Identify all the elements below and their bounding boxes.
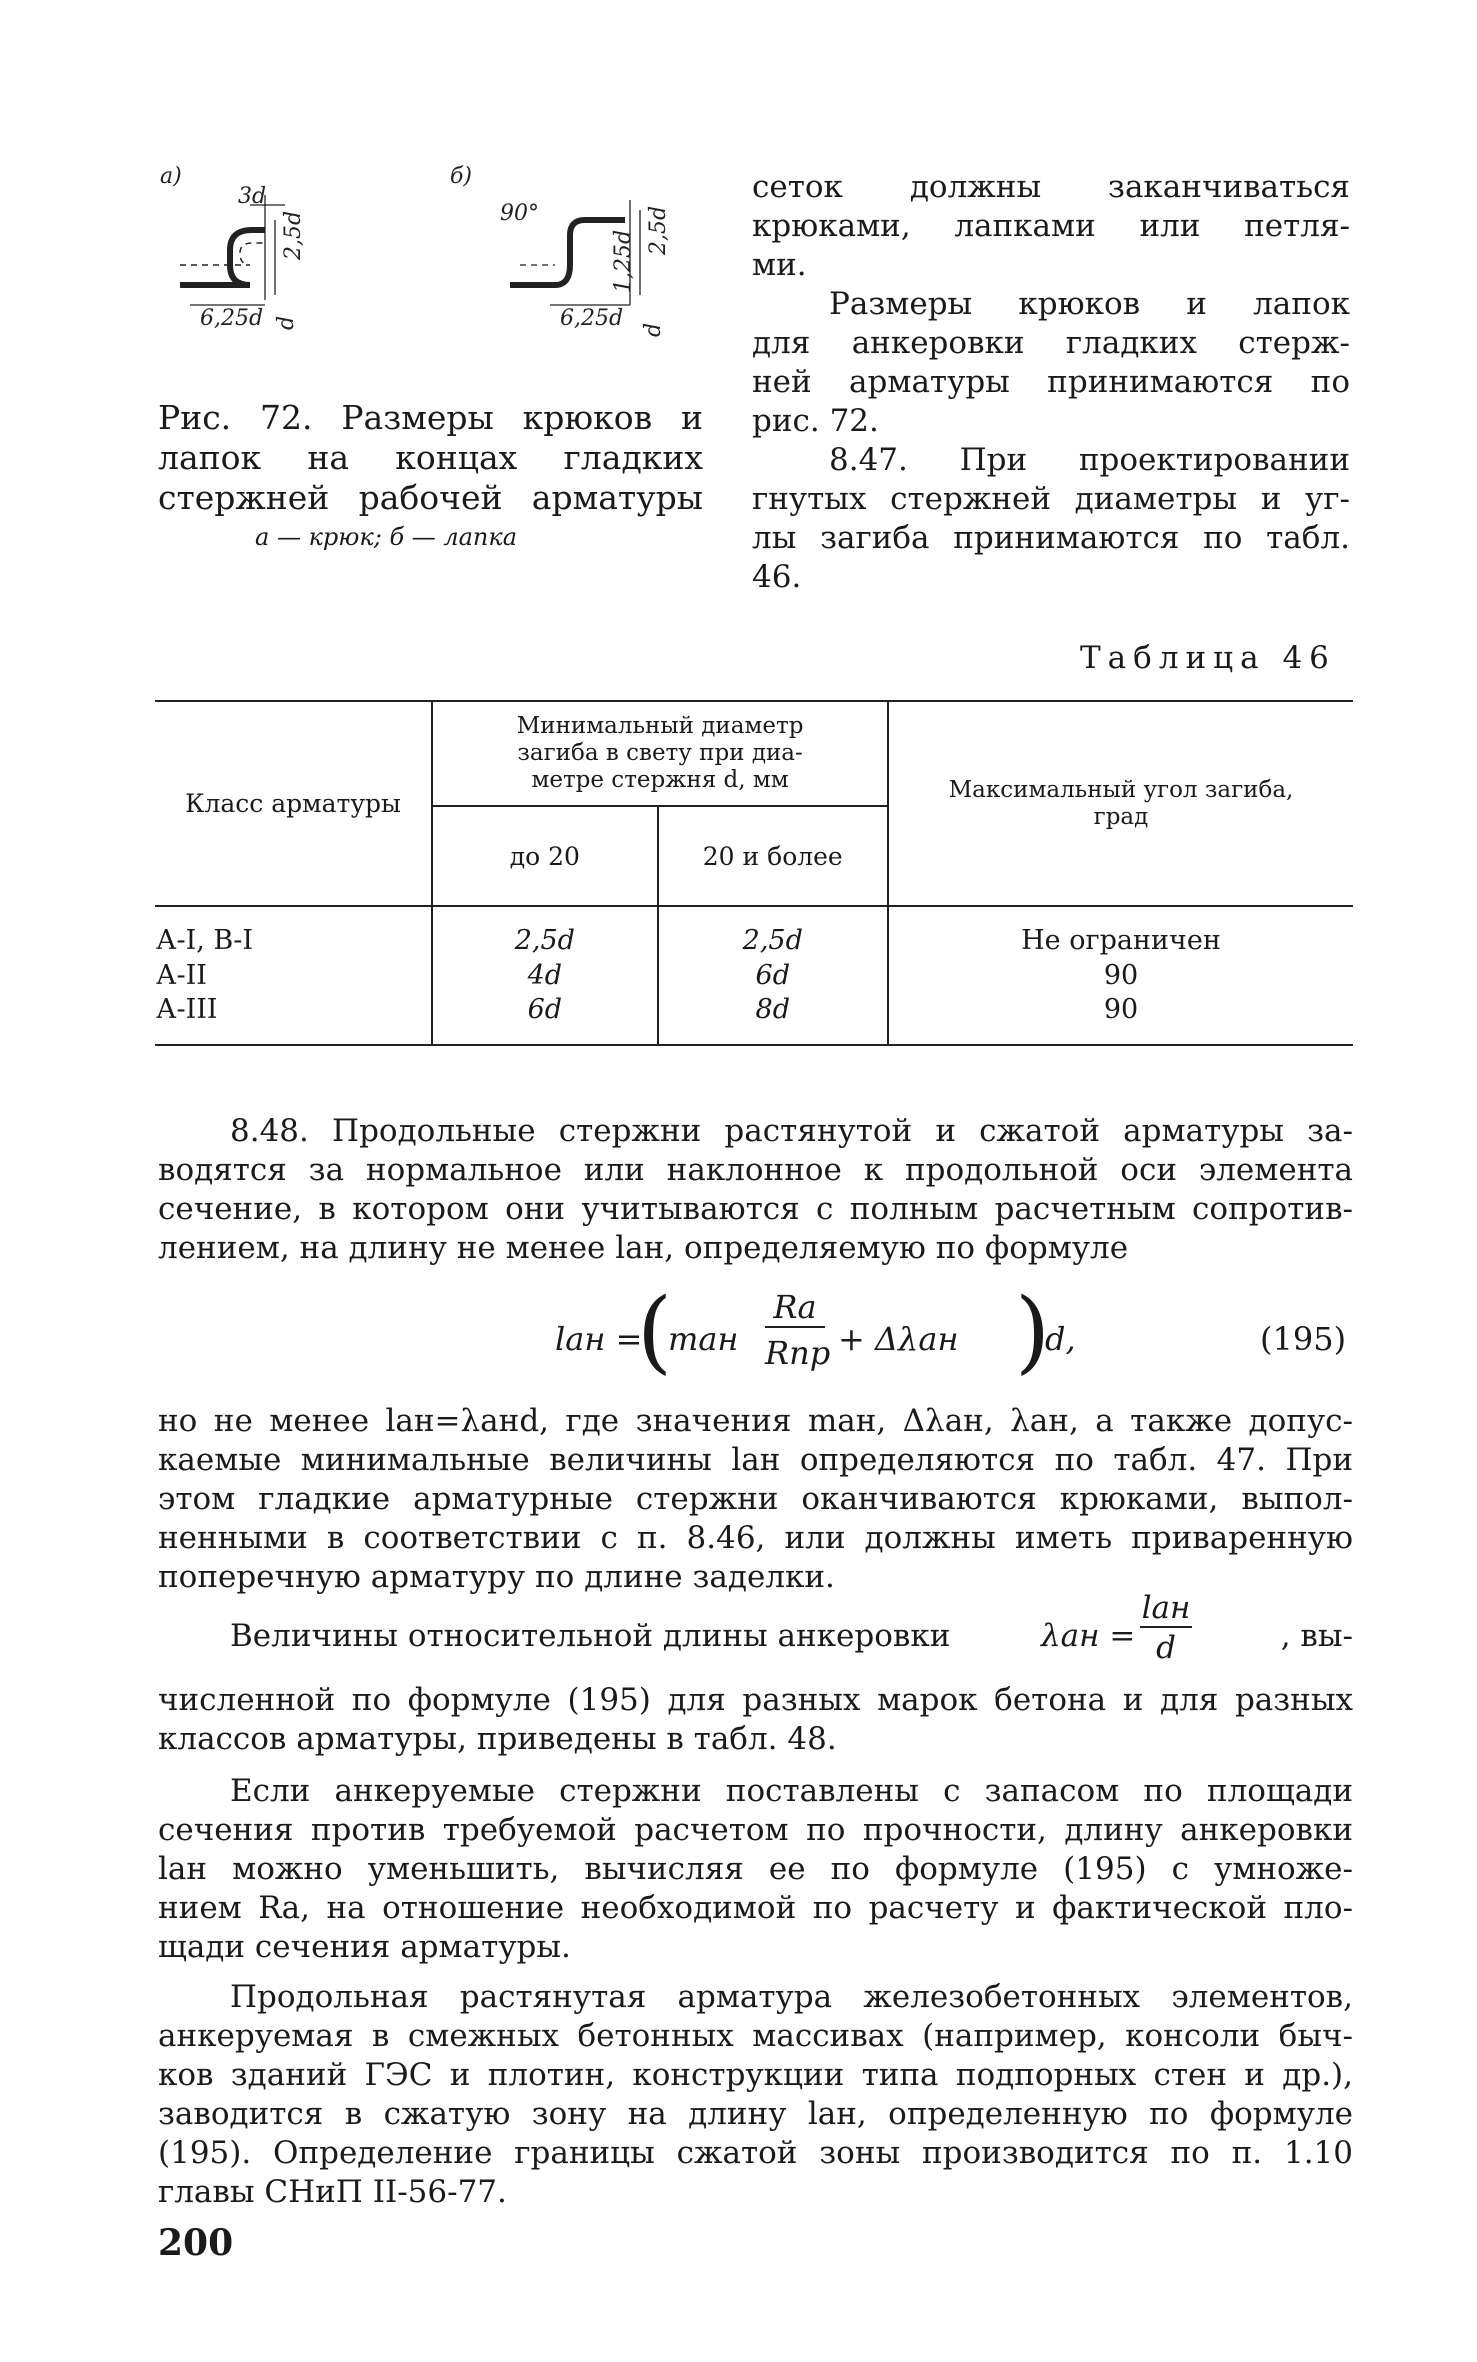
caption-line: лапок на концах гладких [158, 438, 703, 477]
table-cell-d2: 2,5d [658, 906, 888, 957]
formula-paren-left: ( [637, 1279, 673, 1384]
after-formula-paragraph [158, 1402, 1353, 1597]
text-line: для анкеровки гладких стерж- [752, 325, 1350, 361]
text-line: главы СНиП II-56-77. [158, 2174, 507, 2210]
caption-line: Рис. 72. Размеры крюков и [158, 398, 703, 437]
formula-number: (195) [1260, 1320, 1347, 1358]
header-line: метре стержня d, мм [531, 767, 789, 793]
header-line: Минимальный диаметр [516, 713, 804, 739]
text-line: 8.47. При проектировании [829, 442, 1350, 478]
table-46 [155, 700, 1353, 1046]
right-column-text [752, 168, 1350, 597]
longitudinal-paragraph [158, 1978, 1353, 2212]
figure-label-a: а) [160, 165, 182, 189]
dim-a-d: d [274, 315, 299, 330]
text-line: численной по формуле (195) для разных марок бетона и для разных [158, 1682, 1353, 1718]
text-line: lан можно уменьшить, вычисляя ее по формуле (195) с умноже- [158, 1851, 1353, 1887]
figure-caption-sub: а — крюк; б — лапка [255, 523, 518, 551]
formula-tail: d, [1045, 1320, 1076, 1358]
text-line: Продольная растянутая арматура железобетонных элементов, [230, 1979, 1353, 2015]
page-number: 200 [158, 2222, 234, 2264]
text-line: водятся за нормальное или наклонное к продольной оси элемента [158, 1152, 1353, 1188]
text-line: нием Rа, на отношение необходимой по расчету и фактической пло- [158, 1890, 1353, 1926]
table-cell-d1: 2,5d [432, 906, 657, 957]
text-line: Размеры крюков и лапок [829, 286, 1350, 322]
text-line: этом гладкие арматурные стержни оканчиваются крюками, выпол- [158, 1481, 1353, 1517]
lambda-formula-line [158, 1590, 1353, 1670]
formula-numerator: Rа [765, 1288, 825, 1328]
text-line: классов арматуры, приведены в табл. 48. [158, 1721, 837, 1757]
formula-denominator: Rпр [765, 1334, 831, 1372]
text-line: (195). Определение границы сжатой зоны производится по п. 1.10 [158, 2135, 1353, 2171]
text-line: сечения против требуемой расчетом по прочности, длину анкеровки [158, 1812, 1353, 1848]
table-cell-d2: 6d [658, 957, 888, 993]
text-line: но не менее lан=λанd, где значения mан, Δλан, λан, а также допус- [158, 1403, 1353, 1439]
text-line: ков зданий ГЭС и плотин, конструкции типа подпорных стен и др.), [158, 2057, 1353, 2093]
table-cell-angle: 90 [1103, 959, 1139, 991]
formula-paren-right: ) [1015, 1279, 1051, 1384]
dim-b-side2: 1,25d [611, 229, 636, 293]
text-line: лы загиба принимаются по табл. [752, 520, 1350, 556]
dim-a-top: 3d [238, 184, 267, 209]
header-class: Класс арматуры [155, 701, 432, 906]
lambda-lhs: λан = [1041, 1618, 1136, 1654]
text-line: поперечную арматуру по длине заделки. [158, 1559, 835, 1595]
dim-b-angle: 90° [500, 201, 539, 226]
dim-a-bottom: 6,25d [200, 306, 264, 331]
header-up-to-20: до 20 [432, 806, 657, 906]
reserve-paragraph [158, 1772, 1353, 1967]
table-cell-angle: 90 [1103, 994, 1139, 1025]
text-line: 8.48. Продольные стержни растянутой и сжатой арматуры за- [230, 1113, 1353, 1149]
header-line: Максимальный угол загиба, [948, 776, 1294, 803]
lambda-text: Величины относительной длины анкеровки [230, 1618, 951, 1654]
figure-72-drawings [160, 165, 720, 350]
header-min-diameter [432, 701, 888, 806]
text-line: крюками, лапками или петля- [752, 208, 1350, 244]
text-line: рис. 72. [752, 403, 879, 439]
text-line: Если анкеруемые стержни поставлены с запасом по площади [230, 1773, 1353, 1809]
table-cell-angle: Не ограничен [1021, 925, 1221, 956]
header-20-and-more: 20 и более [658, 806, 888, 906]
formula-lhs: lан = [555, 1320, 643, 1358]
text-line: лением, на длину не менее lан, определяемую по формуле [158, 1230, 1129, 1266]
caption-line: стержней рабочей арматуры [158, 478, 703, 517]
figure-label-b: б) [450, 165, 473, 189]
dim-b-d: d [641, 322, 666, 337]
header-line: град [1093, 803, 1149, 830]
dim-b-side1: 2,5d [646, 205, 671, 255]
text-line: ненными в соответствии с п. 8.46, или должны иметь приваренную [158, 1520, 1353, 1556]
formula-plus-delta: + Δλан [838, 1320, 959, 1358]
section-8-48 [158, 1112, 1353, 1268]
dim-b-bottom: 6,25d [560, 306, 624, 331]
formula-195 [555, 1279, 1355, 1392]
text-line: щади сечения арматуры. [158, 1929, 571, 1965]
table-title: Таблица 46 [1080, 640, 1336, 676]
formula-m: mан [668, 1320, 739, 1358]
text-line: каемые минимальные величины lан определяются по табл. 47. При [158, 1442, 1353, 1478]
text-line: ми. [752, 247, 807, 283]
text-line: анкеруемая в смежных бетонных массивах (например, консоли быч- [158, 2018, 1353, 2054]
table-cell-d2: 8d [658, 993, 888, 1045]
dim-a-side: 2,5d [281, 210, 306, 260]
header-line: загиба в свету при диа- [517, 740, 803, 766]
text-line: ней арматуры принимаются по [752, 364, 1350, 400]
text-line: сеток должны заканчиваться [752, 169, 1350, 205]
text-line: сечение, в котором они учитываются с полным расчетным сопротив- [158, 1191, 1353, 1227]
table-cell-d1: 6d [432, 993, 657, 1045]
table-cell-class: А-I, В-I [155, 906, 432, 957]
hook-drawing [180, 195, 285, 305]
table-cell-d1: 4d [432, 957, 657, 993]
figure-caption [158, 398, 703, 518]
text-line: заводится в сжатую зону на длину lан, определенную по формуле [158, 2096, 1353, 2132]
lambda-numerator: lан [1141, 1590, 1191, 1626]
text-line: гнутых стержней диаметры и уг- [752, 481, 1350, 517]
table-cell-class: А-II [155, 957, 432, 993]
lambda-after: , вы- [1280, 1618, 1353, 1654]
header-max-angle [888, 701, 1353, 906]
text-line: 46. [752, 559, 802, 595]
lambda-paragraph [158, 1681, 1353, 1759]
table-cell-class: А-III [155, 993, 432, 1045]
lambda-denominator: d [1156, 1630, 1176, 1666]
